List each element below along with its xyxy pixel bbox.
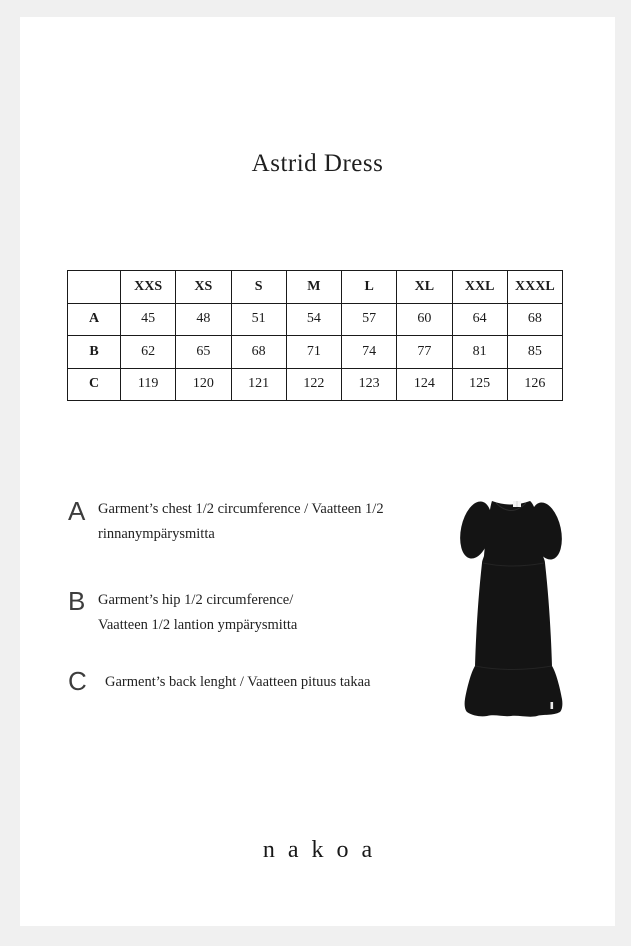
size-cell: 74 xyxy=(342,336,397,369)
size-cell: 71 xyxy=(286,336,341,369)
legend-letter-a: A xyxy=(68,496,86,526)
size-cell: 120 xyxy=(176,368,231,401)
size-column-header: XXS xyxy=(121,271,176,304)
legend-b-line-1: Garment’s hip 1/2 circumference/ xyxy=(98,592,294,608)
brand-logo: nakoa xyxy=(262,837,386,863)
legend-b-line-2: Vaatteen 1/2 lantion ympärysmitta xyxy=(98,617,298,633)
size-cell: 60 xyxy=(397,303,452,336)
size-column-header: S xyxy=(231,271,286,304)
size-cell: 121 xyxy=(231,368,286,401)
size-column-header: XL xyxy=(397,271,452,304)
size-cell: 77 xyxy=(397,336,452,369)
row-label: C xyxy=(68,368,121,401)
size-cell: 51 xyxy=(231,303,286,336)
size-cell: 57 xyxy=(342,303,397,336)
size-cell: 68 xyxy=(231,336,286,369)
corner-cell xyxy=(68,271,121,304)
size-cell: 64 xyxy=(452,303,507,336)
size-table xyxy=(67,270,563,401)
size-cell: 45 xyxy=(121,303,176,336)
size-column-header: XXL xyxy=(452,271,507,304)
table-row-a xyxy=(68,303,563,336)
size-cell: 81 xyxy=(452,336,507,369)
size-cell: 122 xyxy=(286,368,341,401)
legend-item-c xyxy=(105,670,435,695)
legend-letter-c: C xyxy=(68,666,87,696)
product-image xyxy=(445,494,585,720)
product-title: Astrid Dress xyxy=(251,150,384,177)
size-cell: 54 xyxy=(286,303,341,336)
dress-illustration xyxy=(445,494,585,720)
legend-c-line-1: Garment’s back lenght / Vaatteen pituus takaa xyxy=(105,674,371,690)
size-column-header: XXXL xyxy=(507,271,562,304)
size-cell: 123 xyxy=(342,368,397,401)
legend-item-a xyxy=(98,497,428,547)
size-cell: 125 xyxy=(452,368,507,401)
row-label: B xyxy=(68,336,121,369)
legend-a-line-1: Garment’s chest 1/2 circumference / Vaatteen 1/2 xyxy=(98,501,384,517)
size-cell: 85 xyxy=(507,336,562,369)
size-cell: 68 xyxy=(507,303,562,336)
size-chart-page xyxy=(20,17,615,926)
hem-tag xyxy=(551,702,554,709)
size-table-header-row xyxy=(68,271,563,304)
table-row-b xyxy=(68,336,563,369)
size-column-header: XS xyxy=(176,271,231,304)
size-cell: 62 xyxy=(121,336,176,369)
size-cell: 65 xyxy=(176,336,231,369)
legend-item-b xyxy=(98,588,428,638)
size-column-header: L xyxy=(342,271,397,304)
legend-a-line-2: rinnanympärysmitta xyxy=(98,526,215,542)
row-label: A xyxy=(68,303,121,336)
size-cell: 119 xyxy=(121,368,176,401)
size-column-header: M xyxy=(286,271,341,304)
size-cell: 126 xyxy=(507,368,562,401)
legend-letter-b: B xyxy=(68,586,86,616)
size-cell: 48 xyxy=(176,303,231,336)
table-row-c xyxy=(68,368,563,401)
size-cell: 124 xyxy=(397,368,452,401)
